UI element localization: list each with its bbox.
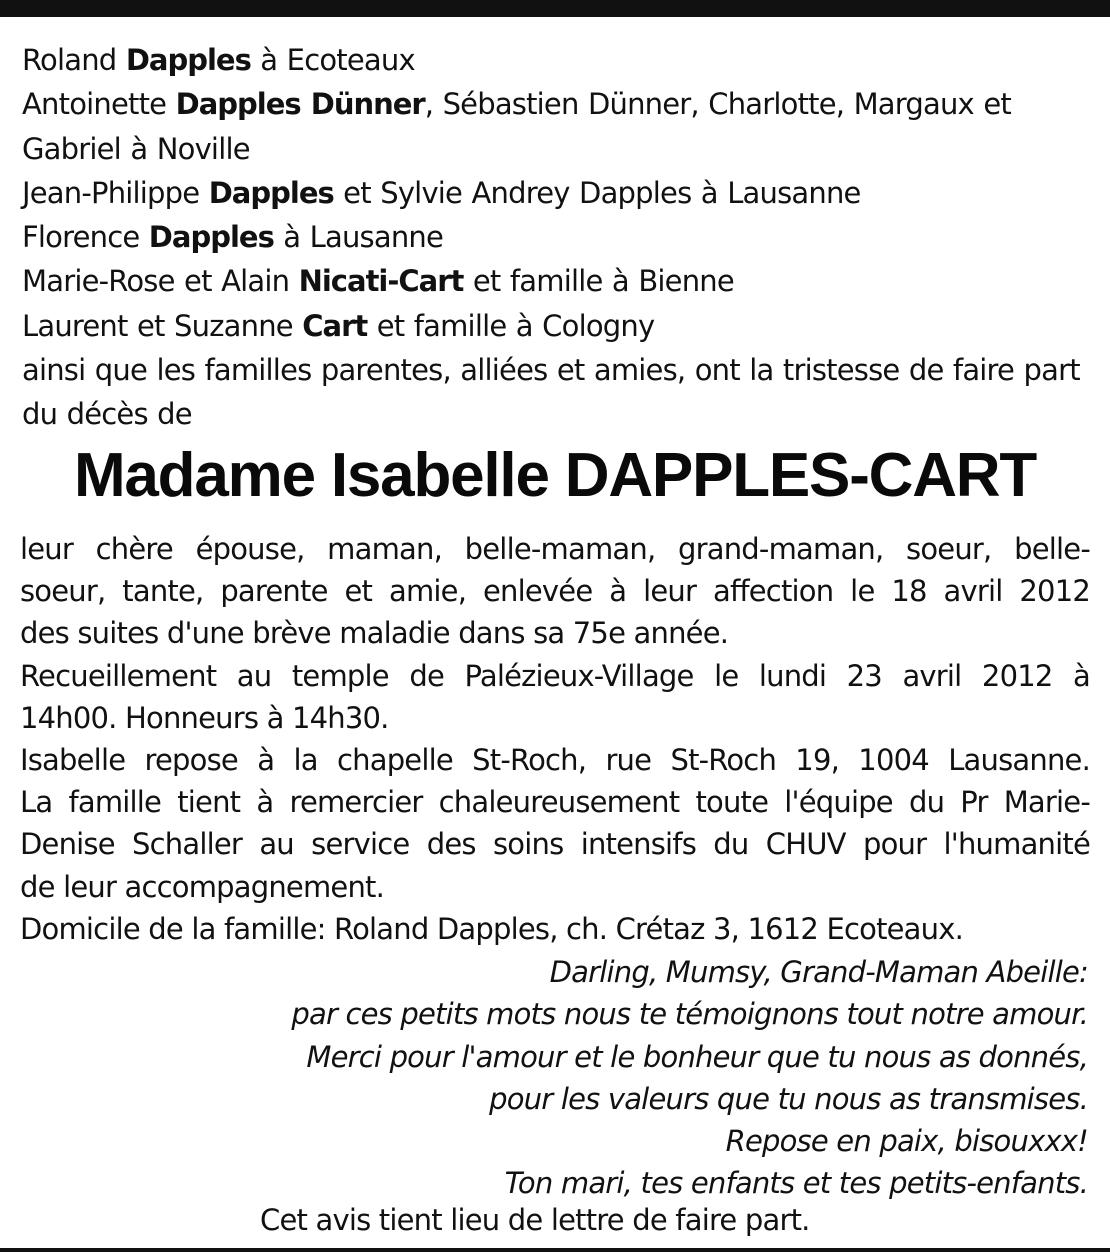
poem-line: pour les valeurs que tu nous as transmises. xyxy=(489,1081,1088,1116)
family-line xyxy=(22,304,1092,348)
obituary-body xyxy=(20,528,1090,950)
announcement-intro xyxy=(22,348,1092,437)
family-text: , Sébastien Dünner, Charlotte, Margaux et Gabriel à Noville xyxy=(22,87,1011,166)
family-text: ainsi que les familles parentes, alliées et amies, ont la tristesse de faire part du décès de xyxy=(22,353,1080,432)
family-line xyxy=(22,259,1092,303)
family-surname: Nicati-Cart xyxy=(298,264,464,299)
closing-note: Cet avis tient lieu de lettre de faire part. xyxy=(260,1203,810,1237)
family-surname: Cart xyxy=(302,308,368,343)
family-text: Laurent et Suzanne xyxy=(22,308,303,343)
family-line xyxy=(22,215,1092,259)
family-text: et famille à Bienne xyxy=(463,264,734,299)
family-text: Jean-Philippe xyxy=(22,175,209,210)
body-line: 14h00. Honneurs à 14h30. xyxy=(20,700,389,735)
body-line: Domicile de la famille: Roland Dapples, ch. Crétaz 3, 1612 Ecoteaux. xyxy=(20,911,964,946)
bottom-border-rule xyxy=(0,1248,1110,1252)
family-text: Antoinette xyxy=(22,87,176,122)
top-border-rule xyxy=(0,0,1110,17)
poem-line: par ces petits mots nous te témoignons tout notre amour. xyxy=(291,997,1088,1032)
family-text: Florence xyxy=(22,220,149,255)
body-line: La famille tient à remercier chaleureusement toute l'équipe du Pr Marie- xyxy=(20,785,1090,820)
body-line: Isabelle repose à la chapelle St-Roch, rue St-Roch 19, 1004 Lausanne. xyxy=(20,743,1090,778)
body-line: de leur accompagnement. xyxy=(20,869,385,904)
poem-line: Darling, Mumsy, Grand-Maman Abeille: xyxy=(549,955,1088,989)
deceased-name: Madame Isabelle DAPPLES-CART xyxy=(73,441,1037,510)
tribute-poem xyxy=(88,951,1088,1205)
family-surname: Dapples xyxy=(148,220,274,255)
family-text: et Sylvie Andrey Dapples à Lausanne xyxy=(333,175,861,210)
body-line: des suites d'une brève maladie dans sa 75e année. xyxy=(20,616,729,651)
family-text: à Lausanne xyxy=(273,220,444,255)
family-line xyxy=(22,82,1092,171)
poem-line: Ton mari, tes enfants et tes petits-enfants. xyxy=(504,1166,1088,1201)
body-line: Denise Schaller au service des soins intensifs du CHUV pour l'humanité xyxy=(20,827,1090,862)
family-text: et famille à Cologny xyxy=(367,308,655,343)
poem-line: Merci pour l'amour et le bonheur que tu nous as donnés, xyxy=(306,1039,1088,1074)
body-line: leur chère épouse, maman, belle-maman, grand-maman, soeur, belle- xyxy=(20,532,1090,566)
family-text: Marie-Rose et Alain xyxy=(22,264,299,299)
family-text: Roland xyxy=(22,43,126,77)
family-line xyxy=(22,171,1092,215)
family-surname: Dapples xyxy=(208,175,334,210)
family-list xyxy=(22,38,1092,437)
family-surname: Dapples Dünner xyxy=(175,87,425,122)
family-text: à Ecoteaux xyxy=(250,43,415,77)
body-line: soeur, tante, parente et amie, enlevée à leur affection le 18 avril 2012 xyxy=(20,574,1090,609)
body-line: Recueillement au temple de Palézieux-Village le lundi 23 avril 2012 à xyxy=(20,658,1090,693)
family-surname: Dapples xyxy=(125,43,251,77)
family-line xyxy=(22,38,1092,82)
poem-line: Repose en paix, bisouxxx! xyxy=(725,1124,1088,1159)
